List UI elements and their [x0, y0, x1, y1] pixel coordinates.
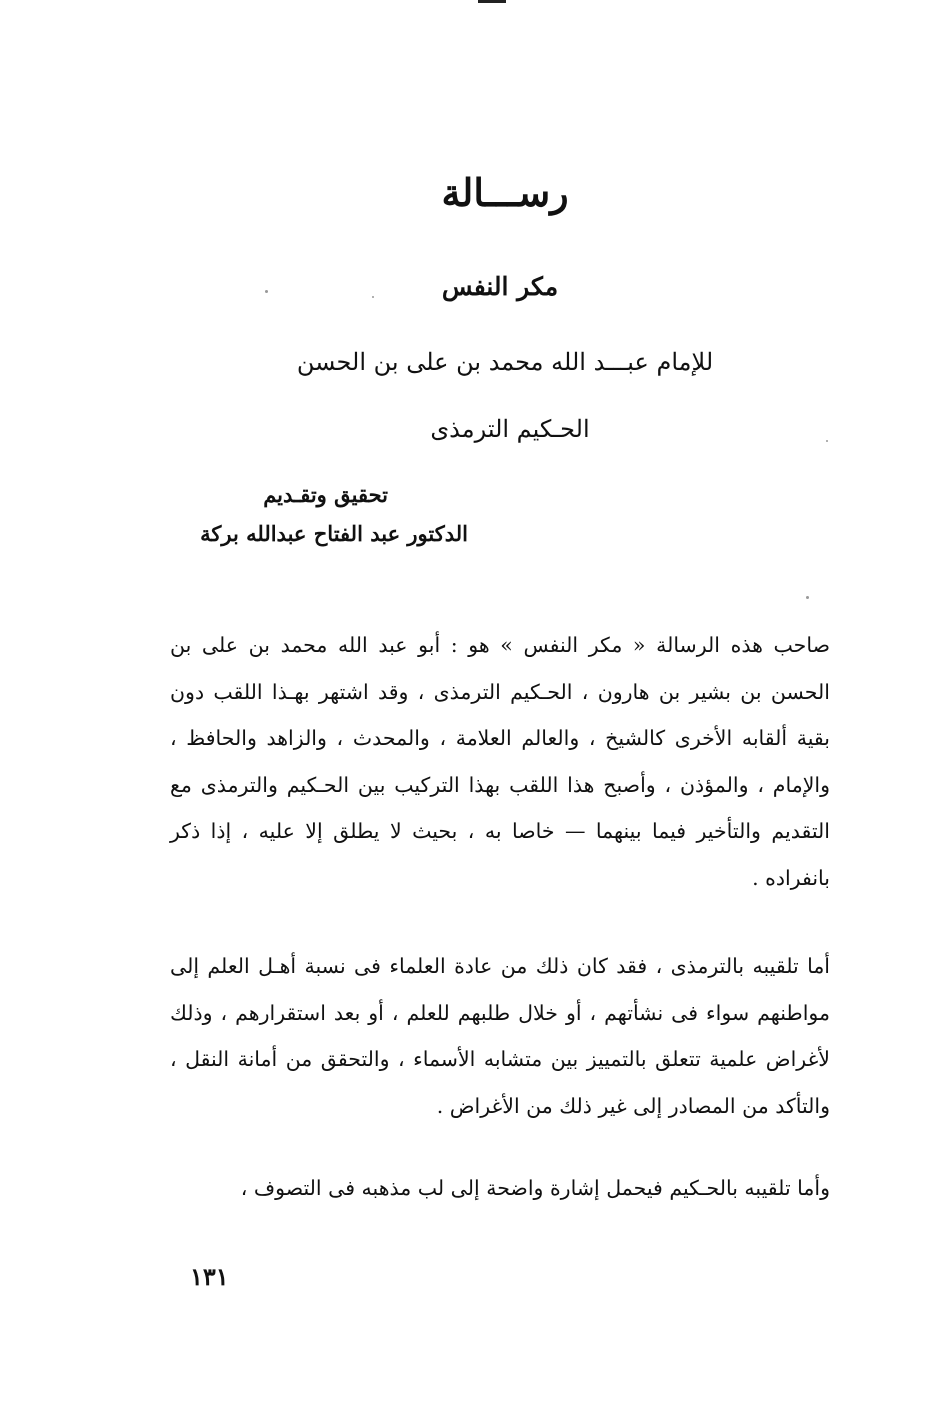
- scan-speck: [806, 596, 809, 599]
- page-number: ١٣١: [190, 1262, 229, 1291]
- scan-speck: [826, 440, 828, 442]
- page-title: رســـالة: [441, 170, 569, 215]
- editor-name: الدكتور عبد الفتاح عبدالله بركة: [200, 521, 468, 546]
- editor-label: تحقيق وتقـديم: [263, 482, 388, 507]
- author-line-2: الحـكيم الترمذى: [430, 415, 590, 443]
- scan-speck: [372, 296, 374, 298]
- author-line-1: للإمام عبـــد الله محمد بن على بن الحسن: [296, 348, 714, 376]
- top-edge-mark: [478, 0, 506, 3]
- scan-speck: [265, 290, 268, 293]
- paragraph-1: صاحب هذه الرسالة « مكر النفس » هو : أبو عبد الله محمد بن على بن الحسن بن بشير بن هارون ، الحـكيم الترمذى ، وقد اشتهر بهـذا اللقب دون بقية ألقابه الأخرى كالشيخ ، والعالم العلامة ، والمحدث ، والزاهد والحافظ ، والإمام ، والمؤذن ، وأصبح هذا اللقب بهذا التركيب بين الحـكيم والترمذى مع التقديم والتأخير فيما بينهما — خاصا به ، بحيث لا يطلق إلا عليه ، إذا ذكر بانفراده .: [170, 633, 830, 890]
- treatise-subtitle: مكر النفس: [441, 272, 559, 301]
- paragraph-2: أما تلقيبه بالترمذى ، فقد كان ذلك من عادة العلماء فى نسبة أهـل العلم إلى مواطنهم سواء فى نشأتهم ، أو خلال طلبهم للعلم ، أو بعد استقرارهم ، وذلك لأغراض علمية تتعلق بالتمييز بين متشابه الأسماء ، والتحقق من أمانة النقل ، والتأكد من المصادر إلى غير ذلك من الأغراض .: [170, 954, 830, 1118]
- editor-block: [200, 482, 468, 546]
- paragraph-3: وأما تلقيبه بالحـكيم فيحمل إشارة واضحة إلى لب مذهبه فى التصوف ،: [240, 1176, 830, 1200]
